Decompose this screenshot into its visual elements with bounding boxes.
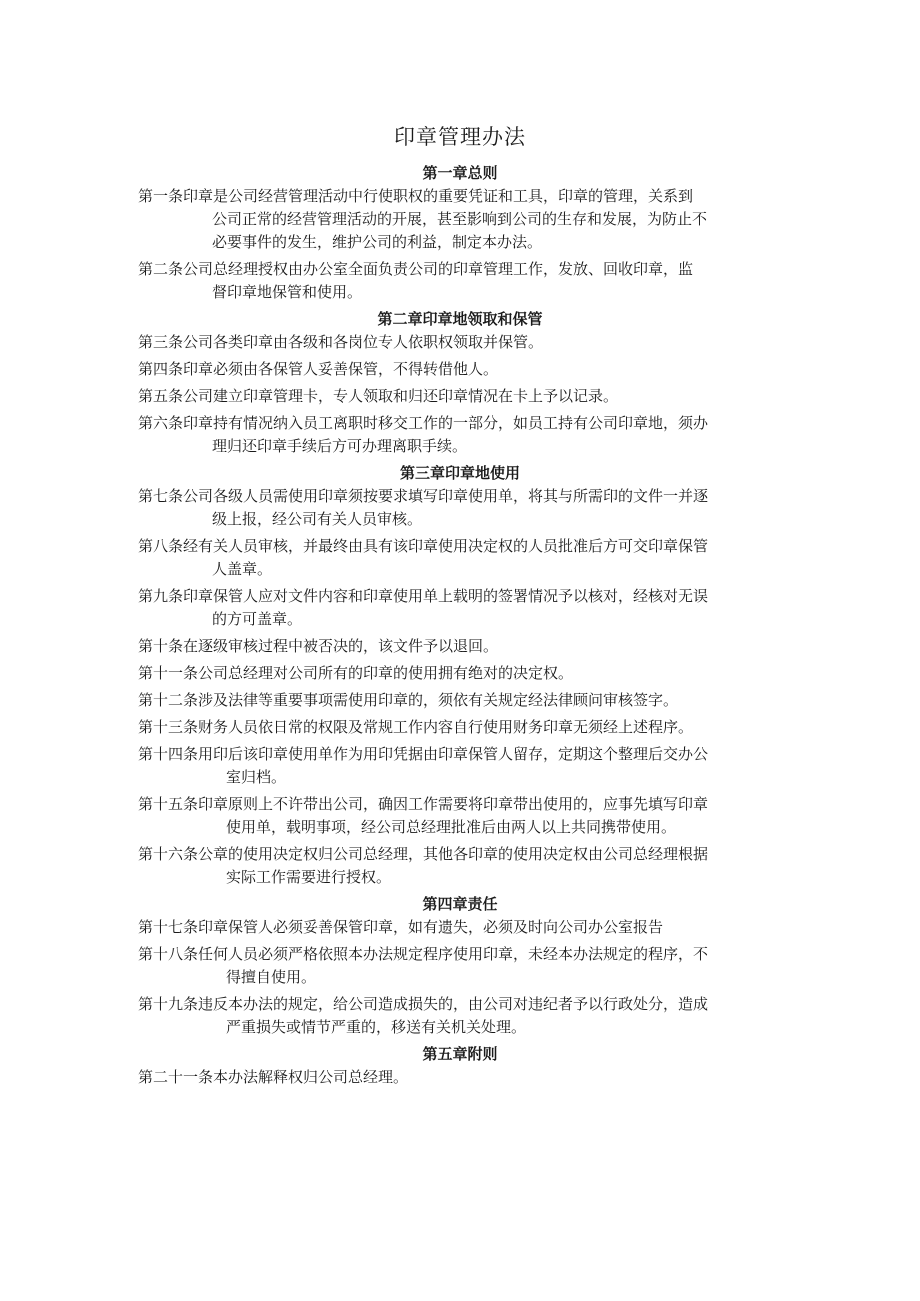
document-body (138, 162, 788, 1093)
article-7-line-2: 级上报，经公司有关人员审核。 (212, 510, 423, 528)
article-6-line-1: 第六条印章持有情况纳入员工离职时移交工作的一部分，如员工持有公司印章地，须办 (138, 414, 709, 432)
article-8-line-1: 第八条经有关人员审核，并最终由具有该印章使用决定权的人员批准后方可交印章保管 (138, 537, 709, 555)
article-1 (138, 185, 788, 254)
chapter-heading-4: 第四章责任 (422, 895, 498, 913)
article-6 (138, 412, 788, 458)
article-16-line-1: 第十六条公章的使用决定权归公司总经理，其他各印章的使用决定权由公司总经理根据 (138, 845, 709, 863)
article-10: 第十条在逐级审核过程中被否决的，该文件予以退回。 (138, 637, 499, 655)
article-8-line-2: 人盖章。 (212, 560, 273, 578)
article-15-line-2: 使用单，载明事项，经公司总经理批准后由两人以上共同携带使用。 (226, 818, 677, 836)
article-16-line-2: 实际工作需要进行授权。 (226, 868, 392, 886)
article-17: 第十七条印章保管人必须妥善保管印章，如有遗失，必须及时向公司办公室报告 (138, 918, 664, 936)
article-14-line-1: 第十四条用印后该印章使用单作为用印凭据由印章保管人留存，定期这个整理后交办公 (138, 745, 709, 763)
article-3: 第三条公司各类印章由各级和各岗位专人依职权领取并保管。 (138, 333, 544, 351)
article-1-line-1: 第一条印章是公司经营管理活动中行使职权的重要凭证和工具，印章的管理，关系到 (138, 187, 694, 205)
article-7-line-1: 第七条公司各级人员需使用印章须按要求填写印章使用单，将其与所需印的文件一并逐 (138, 487, 709, 505)
article-11: 第十一条公司总经理对公司所有的印章的使用拥有绝对的决定权。 (138, 664, 574, 682)
article-19-line-2: 严重损失或情节严重的，移送有关机关处理。 (226, 1018, 527, 1036)
article-14-line-2: 室归档。 (226, 768, 287, 786)
article-19-line-1: 第十九条违反本办法的规定，给公司造成损失的，由公司对违纪者予以行政处分，造成 (138, 995, 709, 1013)
article-13: 第十三条财务人员依日常的权限及常规工作内容自行使用财务印章无须经上述程序。 (138, 718, 694, 736)
article-14 (138, 743, 788, 789)
chapter-heading-2: 第二章印章地领取和保管 (377, 310, 543, 328)
article-21: 第二十一条本办法解释权归公司总经理。 (138, 1068, 409, 1086)
article-2-line-2: 督印章地保管和使用。 (212, 283, 363, 301)
article-9 (138, 585, 788, 631)
article-15-line-1: 第十五条印章原则上不许带出公司，确因工作需要将印章带出使用的，应事先填写印章 (138, 795, 709, 813)
article-2 (138, 258, 788, 304)
article-18-line-2: 得擅自使用。 (226, 968, 317, 986)
chapter-heading-1: 第一章总则 (422, 164, 498, 182)
article-12: 第十二条涉及法律等重要事项需使用印章的，须依有关规定经法律顾问审核签字。 (138, 691, 679, 709)
chapter-heading-3: 第三章印章地使用 (399, 464, 520, 482)
article-1-line-2: 公司正常的经营管理活动的开展，甚至影响到公司的生存和发展，为防止不 (212, 210, 708, 228)
article-1-line-3: 必要事件的发生，维护公司的利益，制定本办法。 (212, 233, 543, 251)
article-9-line-1: 第九条印章保管人应对文件内容和印章使用单上载明的签署情况予以核对，经核对无误 (138, 587, 709, 605)
article-18-line-1: 第十八条任何人员必须严格依照本办法规定程序使用印章，未经本办法规定的程序，不 (138, 945, 709, 963)
article-19 (138, 993, 788, 1039)
article-9-line-2: 的方可盖章。 (212, 610, 303, 628)
article-7 (138, 485, 788, 531)
document-title: 印章管理办法 (394, 125, 526, 149)
article-8 (138, 535, 788, 581)
article-5: 第五条公司建立印章管理卡，专人领取和归还印章情况在卡上予以记录。 (138, 387, 619, 405)
article-6-line-2: 理归还印章手续后方可办理离职手续。 (212, 437, 468, 455)
article-2-line-1: 第二条公司总经理授权由办公室全面负责公司的印章管理工作，发放、回收印章，监 (138, 260, 694, 278)
article-16 (138, 843, 788, 889)
article-4: 第四条印章必须由各保管人妥善保管，不得转借他人。 (138, 360, 499, 378)
article-15 (138, 793, 788, 839)
article-18 (138, 943, 788, 989)
chapter-heading-5: 第五章附则 (422, 1045, 498, 1063)
